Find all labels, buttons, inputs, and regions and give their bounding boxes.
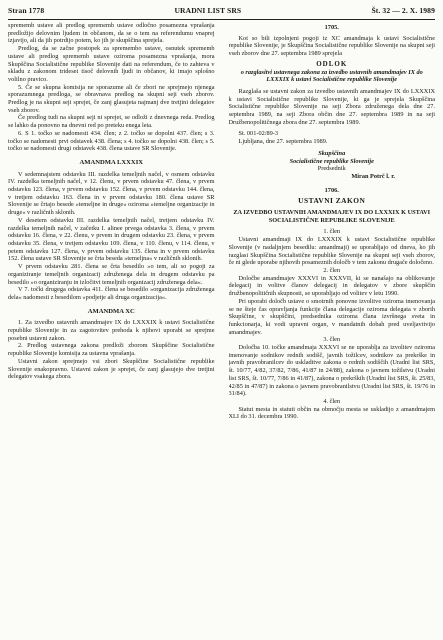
item-number: 1706. xyxy=(324,186,339,194)
signatory-organization: Socialistične republike Slovenije xyxy=(289,157,374,165)
reference-number: St. 001-02/89-3 xyxy=(238,130,279,138)
issue-date: Št. 32 — 2. X. 1989 xyxy=(371,6,435,15)
article-heading: 2. člen xyxy=(323,266,341,274)
signatory-organization: Skupščina xyxy=(318,149,346,157)
paragraph: 6. S 1. točko se nadomesti 434. člen; z 2. točko se dopolni 437. člen; s 3. točko se nadomesti prvi odstavek 438. člena; s 4. točko se dopolni 438. člen; s 5. točko se nadomesti drugi odstavek 438. člena ustave SR Slovenije. xyxy=(8,129,215,153)
paragraph: Pri uporabi določb ustave o smotrnih ponovne izvolitve oziroma imenovanja se ne šteje čas opravljanja funkcije člana delegacije oziroma delegata v zborih Skupščine, v skupščini, predsednika oziroma člana izvršnega sveta in funkcionarja, ki vodi upravni organ, v mandatnih dobah pred uveljavitvijo amandmajev. xyxy=(228,297,435,336)
article-heading: 1. člen xyxy=(323,228,341,236)
paragraph: V prvem odstavku 281. člena se črta besedilo »o tem, ali so pogoji za organiziranje temeljnih organizacij združenega dela in drugem odstavku pa besedilo »o organiziranju in izločitvi temeljnih organizacij združenega dela«. xyxy=(8,263,215,286)
amendment-title: AMANDMA LXXXIX xyxy=(79,158,144,166)
paragraph: Statut mesta in statuti občin na območju mesta se uskladijo z amandmajem XLI do 31. decembra 1990. xyxy=(228,405,435,421)
paragraph: 5. Če se skupna komisija ne sporazume ali če zbori ne sprejmejo njenega sporazumnega predloga, se obravnava predlog na skupni seji vseh zborov. Predlog je na skupni seji sprejet, če zanj glasujeta najmanj dve tretjini delegatov vseh zborov. xyxy=(8,83,215,114)
paragraph: Ustavni amandmaji IX do LXXXIX k ustavi Socialistične republike Slovenije (v nadaljnjem besedilu: amandmaji) se uporabljajo od dneva, ko jih razglasi Skupščina Socialistične republike Slovenije na skupni seji vseh zborov, če ni glede uporabe njihovih posameznih določb v tem zakonu drugače določeno. xyxy=(228,236,435,267)
publication-title: URADNI LIST SRS xyxy=(174,6,242,15)
paragraph: Določba 10. točke amandmaja XXXVI se ne uporablja za izvolitev oziroma imenovanje sodnikov rednih sodišč, javnih tožilcev, sodnikov za prekrške in javnih pravobranilcev do uskladitve zakona o rednih sodiščih (Uradni list SRS, št. 10/77, 4/82, 37/82, 7/86, 41/87 in 24/88), zakona o javnem tožilstvu (Uradni list SRS, št. 10/77, 7/86 in 41/87), zakona o prekrških (Uradni list SRS, št. 25/83, 42/85 in 47/87) in zakona o javnem pravobranilstvu (Uradni list SRS, št. 19/76 in 31/84). xyxy=(228,344,435,398)
decree-title: ODLOK xyxy=(316,59,348,68)
signatory-name: Miran Potrč l. r. xyxy=(351,172,395,180)
page-header xyxy=(8,4,435,17)
paragraph: V desetem odstavku III. razdelka temeljnih načel, tretjem odstavku IV. razdelka temeljnih načel, v začetku I. alinee prvega odstavka 3. člena, v prvem odstavku 16. člena, v 22. členu, v prvem in drugem odstavku 23. člena, v prvem odstavku 35. člena, v tretjem odstavku 109. člena, v 110. členu, v 114. členu, v petem odstavku 127. člena, v prvem odstavku 135. člena in v prvem odstavku 152. člena ustave SR Slovenije se črta beseda »temeljna« v različnih sklonih. xyxy=(8,216,215,263)
paragraph: V sedemnajstem odstavku III. razdelka temeljnih načel, v osmem odstavku IV. razdelka temeljnih načel, v 12. členu, v prvem odstavku 47. člena, v prvem odstavku 123. člena, v prvem odstavku 152. člena, v prvem odstavku 144. člena, v tretjem odstavku 163. člena in v prvem odstavku 180. člena ustave SR Slovenije se črtajo besede »temeljne in druge« oziroma »temeljne organizacije in druge« v različnih sklonih. xyxy=(8,170,215,217)
paragraph: 1. Za izvedbo ustavnih amandmajev IX do LXXXIX k ustavi Socialistične republike Slovenije in za zagotovitev prehoda k njihovi uporabi se sprejme posebni ustavni zakon. xyxy=(8,319,215,342)
paragraph: Razglaša se ustavni zakon za izvedbo ustavnih amandmajev IX do LXXXIX k ustavi Socialistične republike Slovenije, ki ga je sprejela Skupščina Socialistične republike Slovenije na seji Zbora združenega dela dne 27. septembra 1989, na seji Zbora občin dne 27. septembra 1989 in na seji Družbenopolitičnega zbora dne 27. septembra 1989. xyxy=(228,87,435,126)
paragraph: 2. Predlog ustavnega zakona predloži zborom Skupščine Socialistične republike Slovenije komisija za ustavna vprašanja. xyxy=(8,342,215,358)
amendment-title: AMANDMA XC xyxy=(87,307,135,315)
paragraph: Določbe amandmajev XXXVI in XXXVII, ki se nanašajo na oblikovanje delegacij in volitve članov delegacij in delegatov v zbore skupščin družbenopolitičnih skupnosti, se uporabljajo od volitev v letu 1990. xyxy=(228,274,435,298)
decree-subtitle: o razglasitvi ustavnega zakona za izvedbo ustavnih amandmajev IX do LXXXIX k ustavi Socialistične republike Slovenije xyxy=(240,68,423,84)
page-number: Stran 1778 xyxy=(8,6,45,15)
place-date: Ljubljana, dne 27. septembra 1989. xyxy=(238,138,328,146)
signatory-role: Predsednik xyxy=(317,165,346,173)
article-heading: 4. člen xyxy=(323,397,341,405)
law-title: USTAVNI ZAKON xyxy=(298,196,366,206)
paragraph: Kot so bili izpolnjeni pogoji iz XC amandmaja k ustavi Socialistične republike Slovenije, je Skupščina Socialistične republike Slovenije na skupni seji vseh zborov dne 27. septembra 1989 sprejela xyxy=(228,34,435,58)
paragraph: Predlog, da se začne postopek za spremembo ustave, osnutek sprememb ustave ali predlog sprememb ustave oziroma posamezna vprašanja, mora Skupščina Socialistične republike Slovenije dati na referendum, če to zahteva v skladu z zakonom trideset tisoč delovnih ljudi in občanov, ki imajo splošno volilno pravico. xyxy=(8,45,215,83)
right-column xyxy=(229,22,436,636)
two-column-body xyxy=(8,22,435,636)
left-column xyxy=(8,22,215,636)
paragraph: Če predlog tudi na skupni seji ni sprejet, se odloži z dnevnega reda. Predlog se lahko da ponovno na dnevni red po preteku enega leta. xyxy=(8,114,215,130)
law-subtitle: ZA IZVEDBO USTAVNIH AMANDMAJEV IX DO LXXXIX K USTAVI SOCIALISTIČNE REPUBLIKE SLOVENIJE xyxy=(233,209,431,224)
paragraph: V 7. točki drugega odstavka 411. člena se besedilo »organizacija združenega dela« nadomesti z besedilom »podjetje ali druga organizacija«. xyxy=(8,286,215,301)
paragraph: sprememb ustave ali predlog sprememb ustave odločno posamezna vprašanja predložijo delovnim ljudem in občanom, da se o tem na referendumu vnaprej izjavijo, ali da jih potrdijo potem, ko jih je skupščina sprejela. xyxy=(8,22,215,45)
article-heading: 3. člen xyxy=(323,336,341,344)
header-rule xyxy=(8,19,435,20)
item-number: 1705. xyxy=(324,24,339,31)
paragraph: Ustavni zakon sprejmejo vsi zbori Skupščine Socialistične republike Slovenije enakopravno. Ustavni zakon je sprejet, če zanj glasujejo dve tretjini delegatov vsakega zbora. xyxy=(8,357,215,381)
